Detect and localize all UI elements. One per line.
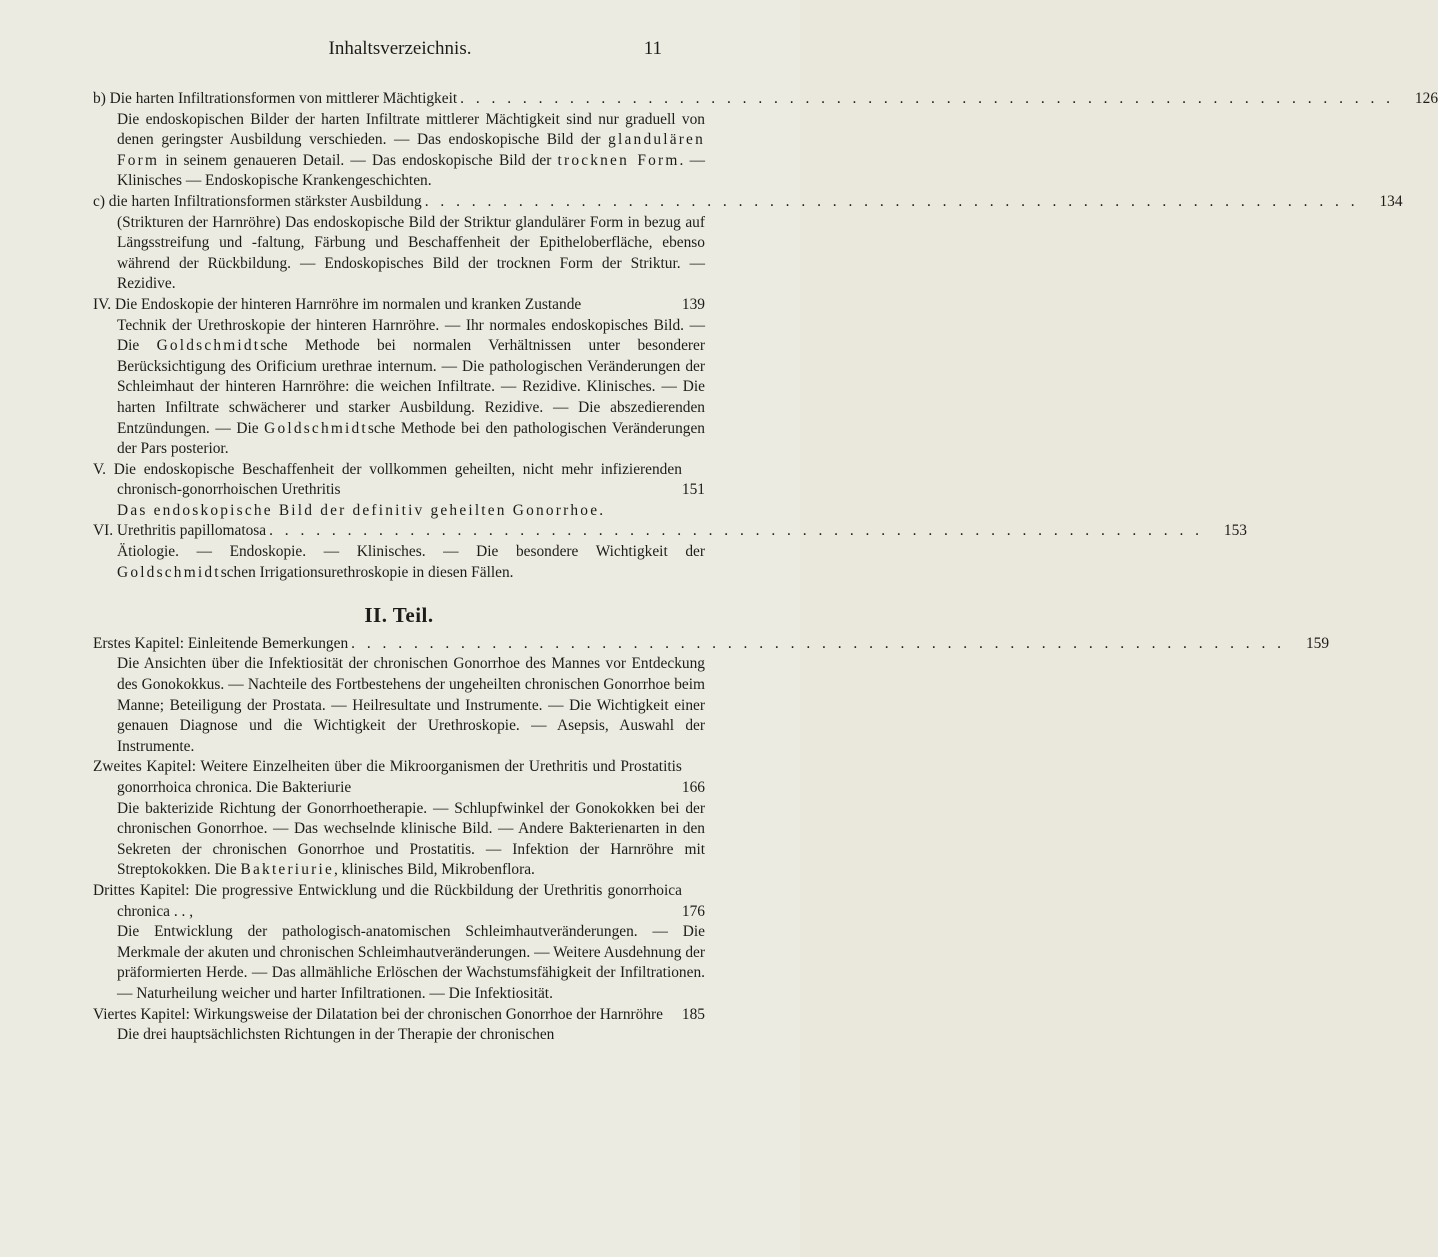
toc-page-ref: 176	[681, 902, 705, 920]
toc-page-ref: 126	[1414, 90, 1438, 107]
toc-entry-title: V. Die endoskopische Beschaffenheit der vollkommen geheilten, nicht mehr infizierenden chronisch-gonorrhoischen Urethritis	[93, 460, 682, 499]
toc-page-ref: 139	[681, 295, 705, 313]
description-text: sche Methode bei normalen Verhältnissen unter besonderer Berücksichtigung des Orificium urethrae internum. — Die pathologischen Veränderungen der Schleimhaut der hinteren Harnröhre: die weichen Infiltrate. — Rezidive. Klinisches. — Die harten Infiltrate schwächerer und starker Ausbildung. Rezidive. — Die abszedierenden Entzündungen. — Die	[117, 337, 706, 437]
description-text: Die bakterizide Richtung der Gonorrhoetherapie. — Schlupfwinkel der Gonokokken bei der chronischen Gonorrhoe. — Das wechselnde klinische Bild. — Andere Bakterienarten in den Sekreten der chronischen Gonorrhoe und Prostatitis. — Infektion der Harnröhre mit Streptokokken. Die	[117, 799, 705, 879]
leader-dots: . . . . . . . . . . . . . . . . . . . . . . . . . . . . . . . . . . . . . . . . . . . . . . . . . . . . . . . . . . . .	[269, 522, 1203, 540]
toc-entry-title: c) die harten Infiltrationsformen stärkster Ausbildung	[93, 192, 422, 210]
toc-entry-head	[93, 295, 705, 316]
toc-page-ref: 159	[1305, 634, 1330, 652]
toc-entry-title: VI. Urethritis papillomatosa	[93, 522, 267, 540]
toc-entry-title: IV. Die Endoskopie der hinteren Harnröhre im normalen und kranken Zustande	[93, 295, 582, 313]
description-text: Technik der Urethroskopie der hinteren Harnröhre. — Ihr normales endoskopisches Bild. — Die	[117, 316, 705, 355]
toc-chapter	[93, 634, 1330, 758]
spaced-emphasis: Goldschmidt	[117, 563, 221, 581]
toc-page-ref: 166	[681, 779, 705, 796]
toc-entry-head	[93, 757, 705, 798]
toc-entry-head	[93, 1005, 705, 1026]
description-text: (Strikturen der Harnröhre) Das endoskopische Bild der Striktur glandulärer Form in bezug auf Längsstreifung und -faltung, Färbung und Beschaffenheit der Epitheloberfläche, ebenso während der Rückbildung. — Endoskopisches Bild der trocknen Form der Striktur. — Rezidive.	[117, 213, 705, 293]
toc-content	[93, 89, 1438, 1046]
part-heading: II. Teil.	[364, 603, 434, 628]
toc-chapter	[93, 881, 705, 1005]
chapter-description	[93, 654, 705, 757]
toc-entry-head	[93, 881, 705, 922]
chapter-description	[93, 799, 705, 881]
description-text: , klinisches Bild, Mikrobenflora.	[333, 861, 535, 879]
toc-entry-head	[93, 460, 705, 501]
chapter-title: Viertes Kapitel: Wirkungsweise der Dilatation bei der chronischen Gonorrhoe der Harnröhre	[93, 1005, 663, 1023]
toc-entry-line	[93, 192, 1403, 213]
toc-entry-title: b) Die harten Infiltrationsformen von mittlerer Mächtigkeit	[93, 90, 458, 107]
spaced-emphasis: Das endoskopische Bild der definitiv geheilten Gonorrhoe.	[117, 501, 606, 519]
toc-chapter	[93, 1005, 705, 1046]
toc-entry-line	[93, 89, 1438, 110]
spaced-emphasis: Goldschmidt	[156, 337, 261, 355]
description-text: sche Methode bei den pathologischen Veränderungen der Pars posterior.	[117, 419, 705, 458]
leader-dots: . . . . . . . . . . . . . . . . . . . . . . . . . . . . . . . . . . . . . . . . . . . . . . . . . . . . . . . . . . . .	[424, 192, 1359, 210]
spaced-emphasis: glandulären Form	[117, 131, 705, 169]
running-header	[0, 38, 800, 64]
chapter-description	[93, 922, 705, 1004]
toc-entry	[93, 460, 705, 522]
toc-entry-description	[93, 213, 705, 295]
toc-entry-description	[93, 501, 705, 522]
toc-entry-line	[93, 634, 1330, 655]
description-text: . — Klinisches — Endoskopische Krankengeschichten.	[117, 151, 705, 190]
toc-entry-line	[93, 521, 1247, 542]
page-number: 11	[643, 38, 662, 59]
toc-entry-description	[93, 110, 705, 192]
spaced-emphasis: trocknen Form	[557, 151, 680, 169]
toc-page-ref: 151	[681, 481, 705, 499]
chapter-description	[93, 1025, 705, 1046]
toc-entry	[93, 521, 1247, 583]
description-text: Die drei hauptsächlichsten Richtungen in der Therapie der chronischen	[117, 1026, 555, 1044]
description-text: in seinem genaueren Detail. — Das endoskopische Bild der	[159, 151, 558, 169]
description-text: Die Ansichten über die Infektiosität der chronischen Gonorrhoe des Mannes vor Entdeckung des Gonokokkus. — Nachteile des Fortbestehens der ungeheilten chronischen Gonorrhoe beim Manne; Beteiligung der Prostata. — Heilresultate und Instrumente. — Die Wichtigkeit einer genauen Diagnose und die Wichtigkeit der Urethroskopie. — Asepsis, Auswahl der Instrumente.	[117, 655, 705, 755]
toc-entry-description	[93, 316, 705, 460]
toc-page-ref: 153	[1223, 522, 1247, 540]
spaced-emphasis: Goldschmidt	[264, 419, 368, 437]
chapter-title: Zweites Kapitel: Weitere Einzelheiten über die Mikroorganismen der Urethritis und Prostatitis gonorrhoica chronica. Die Bakteriurie	[93, 758, 682, 796]
description-text: schen Irrigationsurethroskopie in diesen Fällen.	[220, 563, 514, 581]
toc-entry	[93, 295, 705, 460]
toc-entry	[93, 89, 1438, 192]
toc-chapter	[93, 757, 705, 881]
toc-entry	[93, 192, 1403, 295]
running-title: Inhaltsverzeichnis.	[328, 38, 472, 59]
description-text: Die endoskopischen Bilder der harten Infiltrate mittlerer Mächtigkeit sind nur graduell von denen geringster Ausbildung verschieden. — Das endoskopische Bild der	[117, 110, 705, 149]
description-text: Die Entwicklung der pathologisch-anatomischen Schleimhautveränderungen. — Die Merkmale der akuten und chronischen Schleimhautveränderungen. — Weitere Ausdehnung der präformierten Herde. — Das allmähliche Erlöschen der Wachstumsfähigkeit der Infiltrationen. — Naturheilung weicher und harter Infiltrationen. — Die Infektiosität.	[117, 923, 705, 1002]
chapter-title: Drittes Kapitel: Die progressive Entwicklung und die Rückbildung der Urethritis gonorrhoica chronica . . ,	[93, 881, 682, 920]
spaced-emphasis: Bakteriurie	[240, 861, 334, 879]
leader-dots: . . . . . . . . . . . . . . . . . . . . . . . . . . . . . . . . . . . . . . . . . . . . . . . . . . . . . . . . . . . .	[351, 634, 1286, 652]
toc-entry-title: Erstes Kapitel: Einleitende Bemerkungen	[93, 634, 349, 652]
description-text: Ätiologie. — Endoskopie. — Klinisches. — Die besondere Wichtigkeit der	[117, 543, 705, 561]
toc-page-ref: 185	[681, 1005, 705, 1023]
toc-entry-description	[93, 542, 705, 583]
leader-dots: . . . . . . . . . . . . . . . . . . . . . . . . . . . . . . . . . . . . . . . . . . . . . . . . . . . . . . . . . . . .	[460, 90, 1395, 107]
toc-page-ref: 134	[1379, 192, 1403, 210]
